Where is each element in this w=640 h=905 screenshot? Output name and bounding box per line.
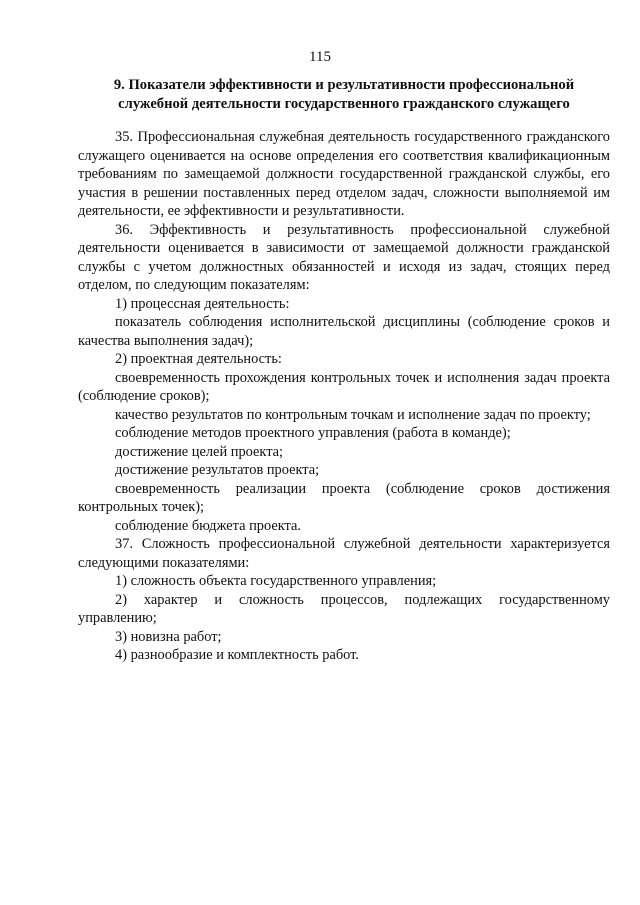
- document-body: [78, 128, 610, 665]
- section-heading: 9. Показатели эффективности и результативности профессиональной служебной деятельности государственного гражданского служащего: [113, 77, 575, 112]
- list-item-project-goals: достижение целей проекта;: [115, 443, 284, 460]
- list-item-project-activity: 2) проектная деятельность:: [115, 351, 282, 367]
- page-number: 115: [309, 49, 331, 65]
- list-item-process-activity: 1) процессная деятельность:: [115, 295, 290, 312]
- list-item-project-results: достижение результатов проекта;: [115, 462, 320, 478]
- list-item-complexity-processes: 2) характер и сложность процессов, подлежащих государственному управлению;: [78, 591, 610, 626]
- paragraph-37: 37. Сложность профессиональной служебной деятельности характеризуется следующими показателями:: [78, 536, 610, 571]
- list-item-project-budget: соблюдение бюджета проекта.: [115, 517, 302, 534]
- list-item-project-timeliness: своевременность реализации проекта (соблюдение сроков достижения контрольных точек);: [78, 480, 610, 515]
- list-item-complexity-object: 1) сложность объекта государственного управления;: [115, 573, 437, 589]
- list-item-discipline-indicator: показатель соблюдения исполнительской дисциплины (соблюдение сроков и качества выполнения задач);: [78, 314, 610, 349]
- paragraph-35: 35. Профессиональная служебная деятельность государственного гражданского служащего оценивается на основе определения его соответствия квалификационным требованиям по замещаемой должности государственной гражданской службы, его участия в решении поставленных перед отделом задач, сложности выполняемой им деятельности, ее эффективности и результативности.: [78, 129, 610, 219]
- paragraph-36: 36. Эффективность и результативность профессиональной служебной деятельности оценивается в зависимости от замещаемой должности гражданской службы с учетом должностных обязанностей и исходя из задач, стоящих перед отделом, по следующим показателям:: [78, 221, 610, 293]
- list-item-diversity: 4) разнообразие и комплектность работ.: [115, 647, 359, 663]
- list-item-checkpoints-timeliness: своевременность прохождения контрольных точек и исполнения задач проекта (соблюдение сроков);: [78, 369, 610, 404]
- list-item-checkpoint-quality: качество результатов по контрольным точкам и исполнение задач по проекту;: [115, 406, 591, 423]
- list-item-novelty: 3) новизна работ;: [115, 628, 222, 645]
- list-item-project-methods: соблюдение методов проектного управления (работа в команде);: [115, 425, 511, 441]
